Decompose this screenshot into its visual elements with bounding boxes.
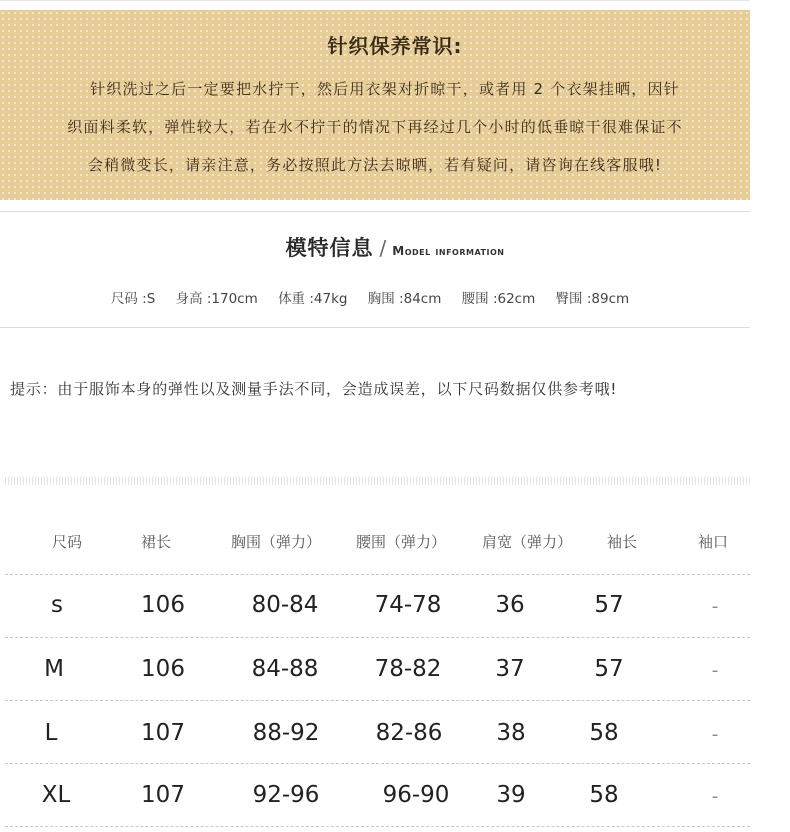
title-slash: /: [379, 236, 387, 260]
measurement-tip: 提示：由于服饰本身的弹性以及测量手法不同，会造成误差，以下尺码数据仅供参考哦!: [10, 380, 618, 398]
model-bottom-divider: [0, 327, 750, 328]
row-divider: [5, 763, 750, 764]
model-info-title: [0, 232, 790, 262]
cell-cuff: -: [711, 596, 719, 617]
cell-waist: 82-86: [375, 720, 443, 746]
care-title: 针织保养常识:: [327, 34, 463, 58]
cell-shoulder: 38: [496, 720, 526, 746]
model-hip: 臀围 :89cm: [555, 291, 630, 307]
cell-length: 107: [141, 782, 185, 808]
cell-cuff: -: [711, 786, 719, 807]
header-sleeve: 袖长: [607, 533, 638, 551]
row-divider: [5, 826, 750, 827]
model-size: 尺码 :S: [110, 291, 156, 307]
model-measurements: [0, 287, 740, 307]
row-divider: [5, 574, 750, 575]
cell-size: L: [44, 720, 58, 746]
model-title-en: Model information: [392, 244, 505, 258]
cell-size: M: [44, 656, 64, 682]
header-shoulder: 肩宽（弹力）: [482, 533, 573, 551]
care-text-line-2: 织面料柔软，弹性较大，若在水不拧干的情况下再经过几个小时的低垂晾干很难保证不: [67, 118, 683, 136]
cell-length: 107: [141, 720, 185, 746]
row-divider: [5, 637, 750, 638]
row-divider: [5, 700, 750, 701]
cell-bust: 80-84: [251, 592, 319, 618]
model-weight: 体重 :47kg: [278, 291, 348, 307]
cell-sleeve: 57: [594, 656, 624, 682]
header-length: 裙长: [141, 533, 172, 551]
header-bust: 胸围（弹力）: [231, 533, 322, 551]
cell-bust: 84-88: [251, 656, 319, 682]
cell-waist: 96-90: [382, 782, 450, 808]
cell-bust: 88-92: [252, 720, 320, 746]
cell-length: 106: [141, 656, 185, 682]
care-text-line-3: 会稍微变长，请亲注意，务必按照此方法去晾晒，若有疑问，请咨询在线客服哦!: [87, 156, 663, 174]
model-top-divider: [0, 211, 750, 212]
cell-shoulder: 39: [496, 782, 526, 808]
cell-waist: 74-78: [374, 592, 442, 618]
cell-shoulder: 36: [495, 592, 525, 618]
model-bust: 胸围 :84cm: [367, 291, 442, 307]
care-text-line-1: 针织洗过之后一定要把水拧干，然后用衣架对折晾干，或者用 2 个衣架挂晒，因针: [90, 80, 680, 98]
top-divider: [0, 0, 750, 1]
cell-size: s: [51, 592, 63, 618]
cell-sleeve: 58: [589, 720, 619, 746]
header-waist: 腰围（弹力）: [356, 533, 447, 551]
model-waist: 腰围 :62cm: [461, 291, 536, 307]
header-cuff: 袖口: [698, 533, 729, 551]
cell-length: 106: [141, 592, 185, 618]
table-top-hatch: [5, 477, 750, 485]
model-title-zh: 模特信息: [285, 236, 374, 260]
cell-sleeve: 57: [594, 592, 624, 618]
cell-waist: 78-82: [374, 656, 442, 682]
cell-shoulder: 37: [495, 656, 525, 682]
model-height: 身高 :170cm: [175, 291, 258, 307]
header-size: 尺码: [52, 533, 83, 551]
cell-size: XL: [41, 782, 71, 808]
cell-bust: 92-96: [252, 782, 320, 808]
cell-cuff: -: [711, 660, 719, 681]
cell-sleeve: 58: [589, 782, 619, 808]
cell-cuff: -: [711, 724, 719, 745]
